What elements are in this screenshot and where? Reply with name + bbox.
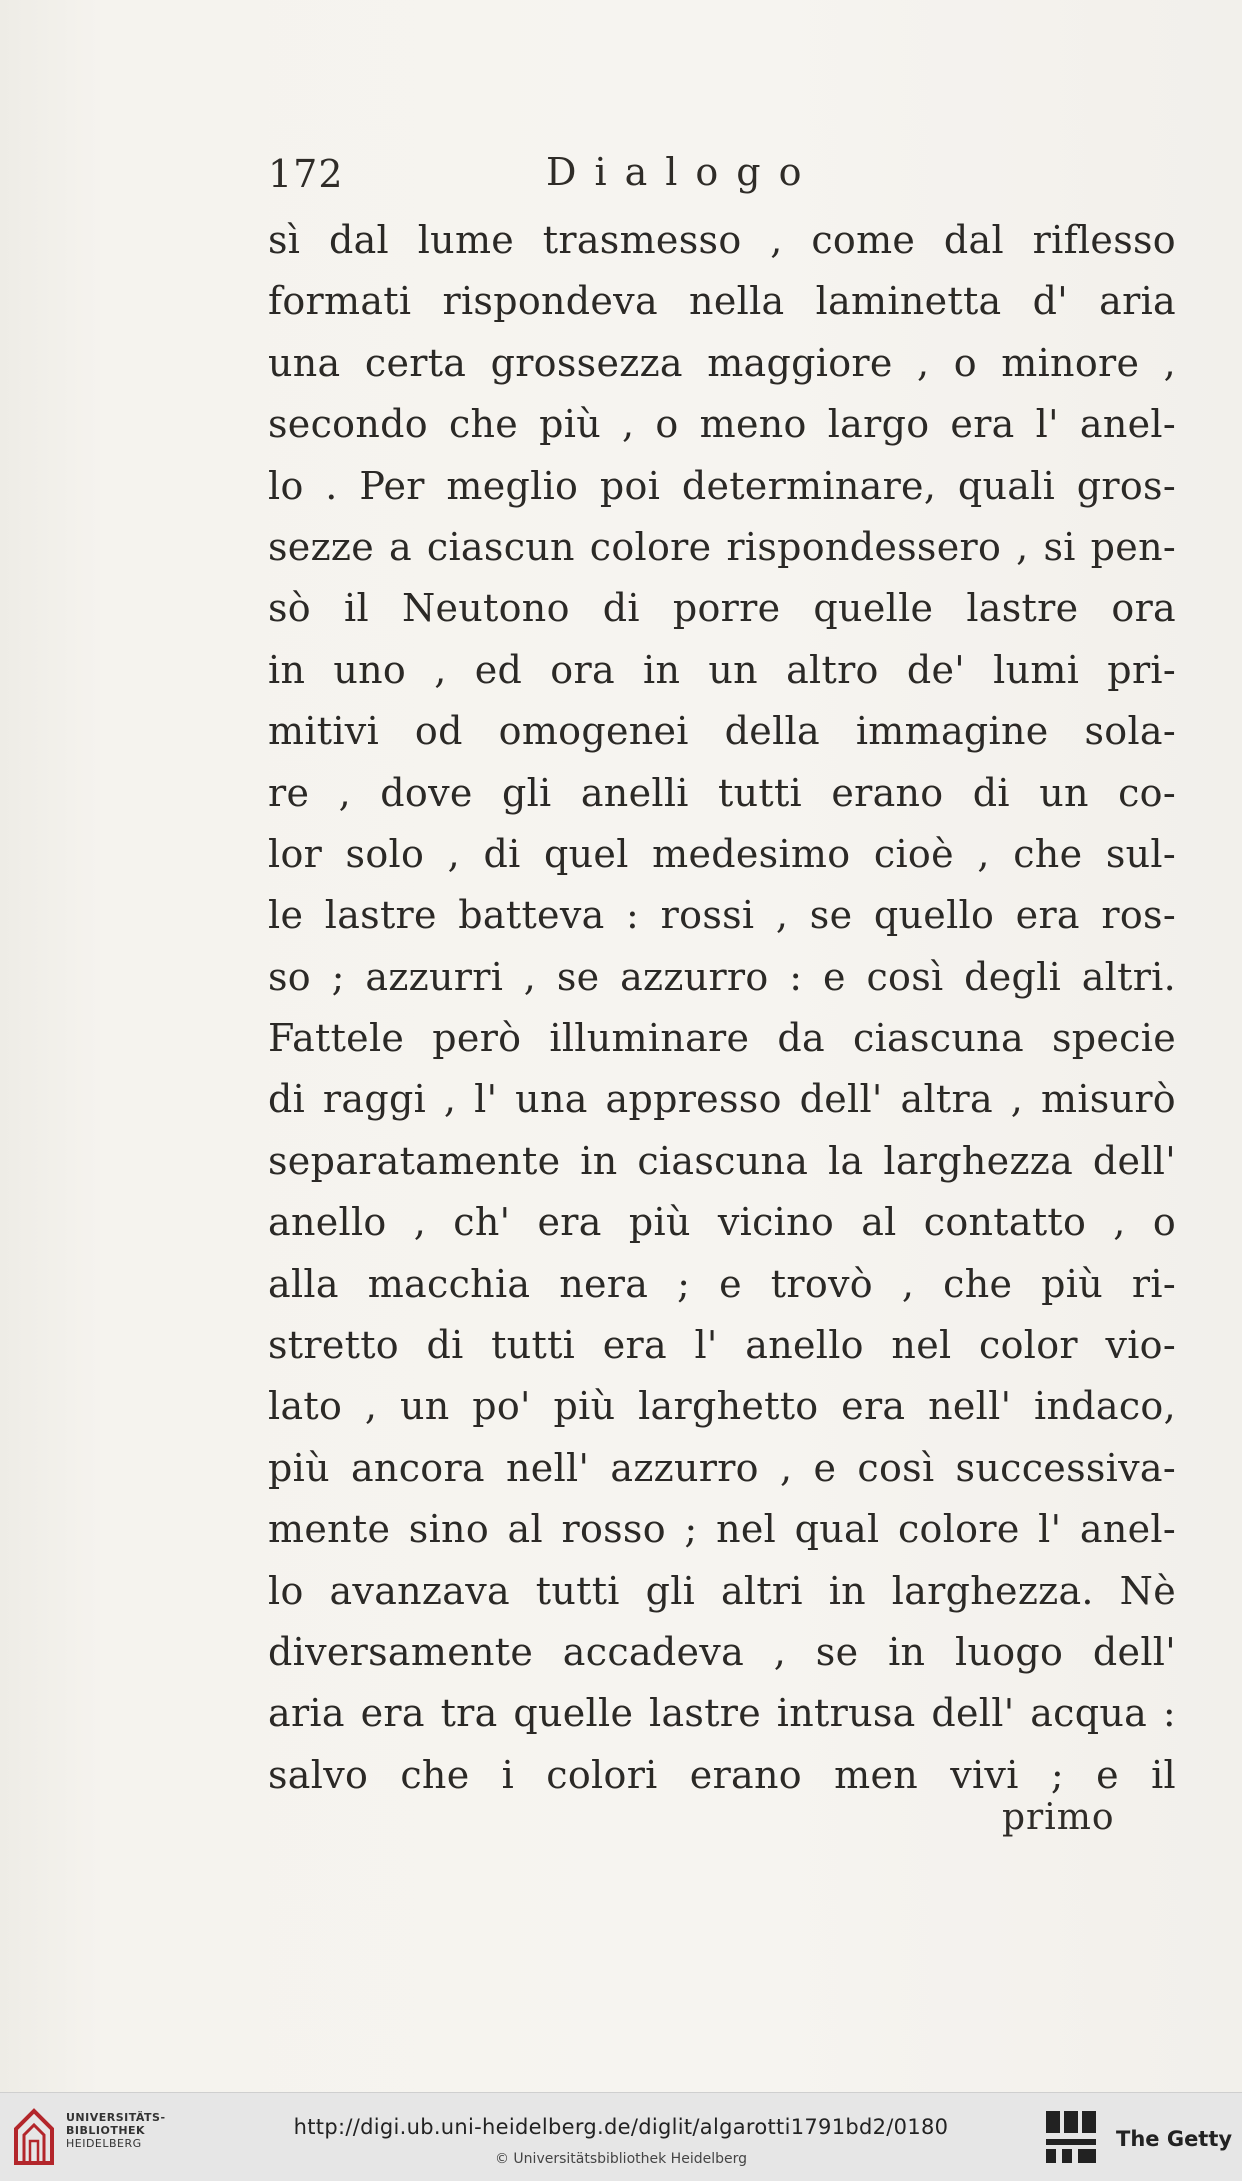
text-line: re , dove gli anelli tutti erano di un co- <box>268 770 1176 815</box>
text-line: sò il Neutono di porre quelle lastre ora <box>268 586 1176 631</box>
text-line: mitivi od omogenei della immagine sola- <box>268 709 1176 754</box>
sponsor-name: The Getty <box>1116 2127 1233 2151</box>
footer-bar <box>0 2092 1242 2181</box>
text-line: aria era tra quelle lastre intrusa dell' acqua : <box>268 1691 1176 1736</box>
text-line: salvo che i colori erano men vivi ; e il <box>268 1752 1176 1797</box>
page-header <box>268 150 1168 200</box>
text-line: di raggi , l' una appresso dell' altra , misurò <box>268 1077 1176 1122</box>
text-line: diversamente accadeva , se in luogo dell' <box>268 1629 1176 1674</box>
text-line: sì dal lume trasmesso , come dal riflesso <box>268 218 1176 262</box>
body-text <box>268 210 1176 1806</box>
text-line: secondo che più , o meno largo era l' anel- <box>268 402 1176 447</box>
text-line: lato , un po' più larghetto era nell' indaco, <box>268 1384 1176 1429</box>
page-number: 172 <box>268 152 344 196</box>
library-name-line: UNIVERSITÄTS- <box>66 2111 166 2124</box>
text-line: sezze a ciascun colore rispondessero , si pen- <box>268 524 1176 569</box>
library-name-line: BIBLIOTHEK <box>66 2124 146 2137</box>
text-line: lo avanzava tutti gli altri in larghezza. Nè <box>268 1568 1176 1613</box>
text-line: anello , ch' era più vicino al contatto , o <box>268 1200 1176 1245</box>
text-line: in uno , ed ora in un altro de' lumi pri- <box>268 647 1176 692</box>
catchword: primo <box>1002 1797 1115 1838</box>
copyright-notice: © Universitätsbibliothek Heidelberg <box>494 2151 747 2167</box>
text-line: una certa grossezza maggiore , o minore , <box>268 340 1176 385</box>
running-title: Dialogo <box>546 150 820 194</box>
text-line: mente sino al rosso ; nel qual colore l' anel- <box>268 1507 1176 1552</box>
permalink-url[interactable]: http://digi.ub.uni-heidelberg.de/diglit/algarotti1791bd2/0180 <box>293 2115 949 2139</box>
text-line: più ancora nell' azzurro , e così successiva- <box>268 1445 1176 1490</box>
text-line: so ; azzurri , se azzurro : e così degli altri. <box>268 954 1176 999</box>
text-line: lo . Per meglio poi determinare, quali gros- <box>268 463 1176 508</box>
text-line: formati rispondeva nella laminetta d' aria <box>268 279 1176 324</box>
text-line: lor solo , di quel medesimo cioè , che sul- <box>268 831 1176 876</box>
text-line: alla macchia nera ; e trovò , che più ri- <box>268 1261 1176 1306</box>
text-line: separatamente in ciascuna la larghezza dell' <box>268 1138 1176 1183</box>
getty-logo-icon <box>1044 2109 1100 2165</box>
text-line: Fattele però illuminare da ciascuna specie <box>268 1016 1176 1061</box>
library-name-line: HEIDELBERG <box>66 2137 142 2150</box>
text-line: le lastre batteva : rossi , se quello era ros- <box>268 893 1176 938</box>
text-line: stretto di tutti era l' anello nel color vio- <box>268 1323 1176 1368</box>
